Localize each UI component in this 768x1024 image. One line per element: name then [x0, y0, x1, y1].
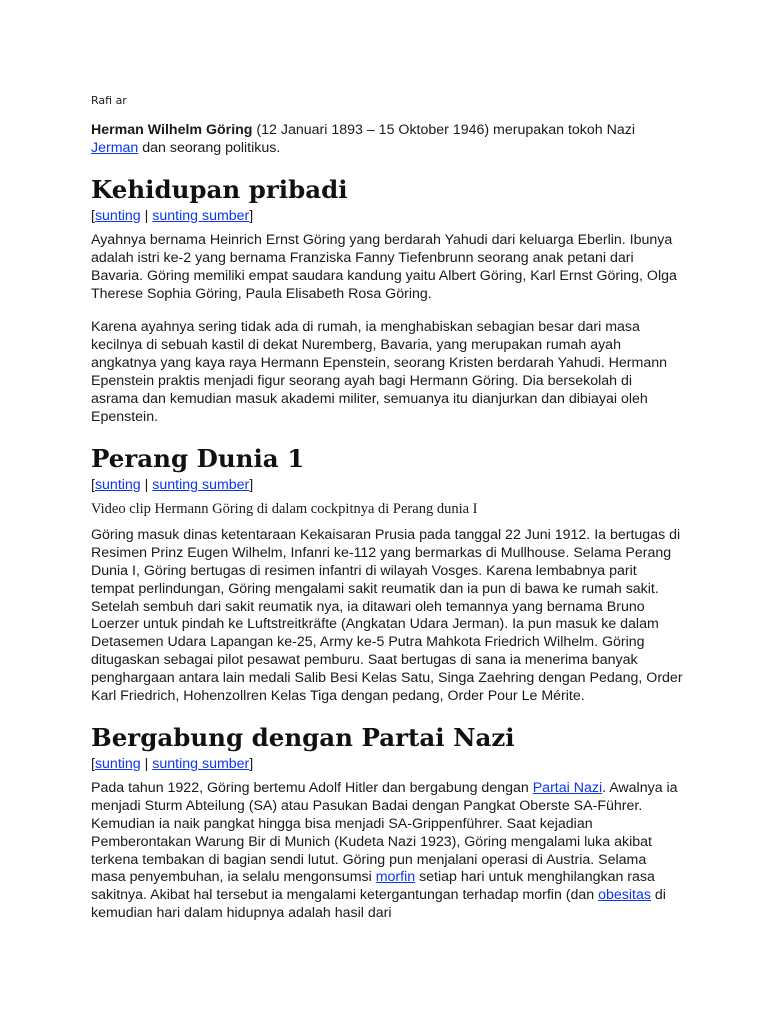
bracket-open: [ [91, 755, 95, 772]
paragraph: Karena ayahnya sering tidak ada di rumah, ia menghabiskan sebagian besar dari masa kecilnya di sebuah kastil di dekat Nuremberg, Bavaria, yang merupakan rumah ayah angkatnya yang kaya raya Hermann Epenstein, seorang Kristen berdarah Yahudi. Hermann Epenstein praktis menjadi figur seorang ayah bagi Hermann Göring. Dia bersekolah di asrama dan kemudian masuk akademi militer, semuanya itu dianjurkan dan dibiayai oleh Epenstein. [91, 319, 667, 425]
document-page [91, 94, 683, 939]
heading-kehidupan-pribadi: Kehidupan pribadi [91, 174, 348, 204]
bracket-close: ] [249, 755, 254, 772]
edit-links [91, 477, 683, 494]
link-morfin[interactable]: morfin [375, 869, 416, 886]
paragraph [91, 780, 683, 923]
paragraph-text: di kemudian hari dalam hidupnya adalah hasil dari [91, 887, 666, 922]
edit-source-link[interactable]: sunting sumber [152, 476, 250, 493]
edit-source-link[interactable]: sunting sumber [152, 755, 250, 772]
author-name: Rafi ar [91, 94, 127, 107]
edit-links [91, 208, 683, 225]
heading-perang-dunia-1: Perang Dunia 1 [91, 443, 305, 473]
paragraph-text: . Awalnya ia menjadi Sturm Abteilung (SA) atau Pasukan Badai dengan Pangkat Oberste SA-Führer. Kemudian ia naik pangkat hingga bisa menjadi SA-Grippenführer. Saat kejadian Pemberontakan Warung Bir di Munich (Kudeta Nazi 1923), Göring mengalami luka akibat terkena tembakan di bagian sendi lutut. Göring pun menjalani operasi di Austria. Selama masa penyembuhan, ia selalu mengonsumsi [91, 779, 678, 886]
edit-separator: | [140, 755, 153, 772]
intro-text-end: dan seorang politikus. [138, 139, 281, 156]
paragraph-text: setiap hari untuk menghilangkan rasa sakitnya. Akibat hal tersebut ia mengalami ketergantungan terhadap morfin (dan [91, 869, 655, 904]
edit-link[interactable]: sunting [94, 207, 141, 224]
paragraph-text: Pada tahun 1922, Göring bertemu Adolf Hitler dan bergabung dengan [91, 779, 533, 796]
bracket-close: ] [249, 207, 254, 224]
edit-link[interactable]: sunting [94, 755, 141, 772]
link-partai-nazi[interactable]: Partai Nazi [532, 779, 603, 796]
link-obesitas[interactable]: obesitas [598, 887, 651, 904]
edit-source-link[interactable]: sunting sumber [152, 207, 250, 224]
video-caption: Video clip Hermann Göring di dalam cockpitnya di Perang dunia I [91, 500, 478, 517]
edit-link[interactable]: sunting [94, 476, 141, 493]
subject-name: Herman Wilhelm Göring [91, 122, 253, 138]
intro-paragraph [91, 122, 683, 158]
bracket-open: [ [91, 207, 95, 224]
edit-separator: | [140, 207, 153, 224]
bracket-open: [ [91, 476, 95, 493]
paragraph: Ayahnya bernama Heinrich Ernst Göring yang berdarah Yahudi dari keluarga Eberlin. Ibunya adalah istri ke-2 yang bernama Franziska Fanny Tiefenbrunn seorang anak petani dari Bavaria. Göring memiliki empat saudara kandung yaitu Albert Göring, Karl Ernst Göring, Olga Therese Sophia Göring, Paula Elisabeth Rosa Göring. [91, 231, 677, 302]
link-jerman[interactable]: Jerman [91, 139, 139, 156]
edit-separator: | [140, 476, 153, 493]
intro-text: (12 Januari 1893 – 15 Oktober 1946) merupakan tokoh Nazi [252, 122, 635, 138]
heading-bergabung-partai-nazi: Bergabung dengan Partai Nazi [91, 722, 515, 752]
bracket-close: ] [249, 476, 254, 493]
paragraph: Göring masuk dinas ketentaraan Kekaisaran Prusia pada tanggal 22 Juni 1912. Ia bertugas di Resimen Prinz Eugen Wilhelm, Infanri ke-112 yang bermarkas di Mullhouse. Selama Perang Dunia I, Göring bertugas di resimen infantri di wilayah Vosges. Karena lembabnya parit tempat perlindungan, Göring mengalami sakit reumatik dan ia pun di bawa ke rumah sakit. Setelah sembuh dari sakit reumatik nya, ia ditawari oleh temannya yang bernama Bruno Loerzer untuk pindah ke Luftstreitkräfte (Angkatan Udara Jerman). Ia pun masuk ke dalam Detasemen Udara Lapangan ke-25, Army ke-5 Putra Mahkota Friedrich Wilhelm. Göring ditugaskan sebagai pilot pesawat pemburu. Saat bertugas di sana ia menerima banyak penghargaan antara lain medali Salib Besi Kelas Satu, Singa Zaehring dengan Pedang, Order Karl Friedrich, Hohenzollren Kelas Tiga dengan pedang, Order Pour Le Mérite. [91, 526, 683, 705]
edit-links [91, 756, 683, 773]
